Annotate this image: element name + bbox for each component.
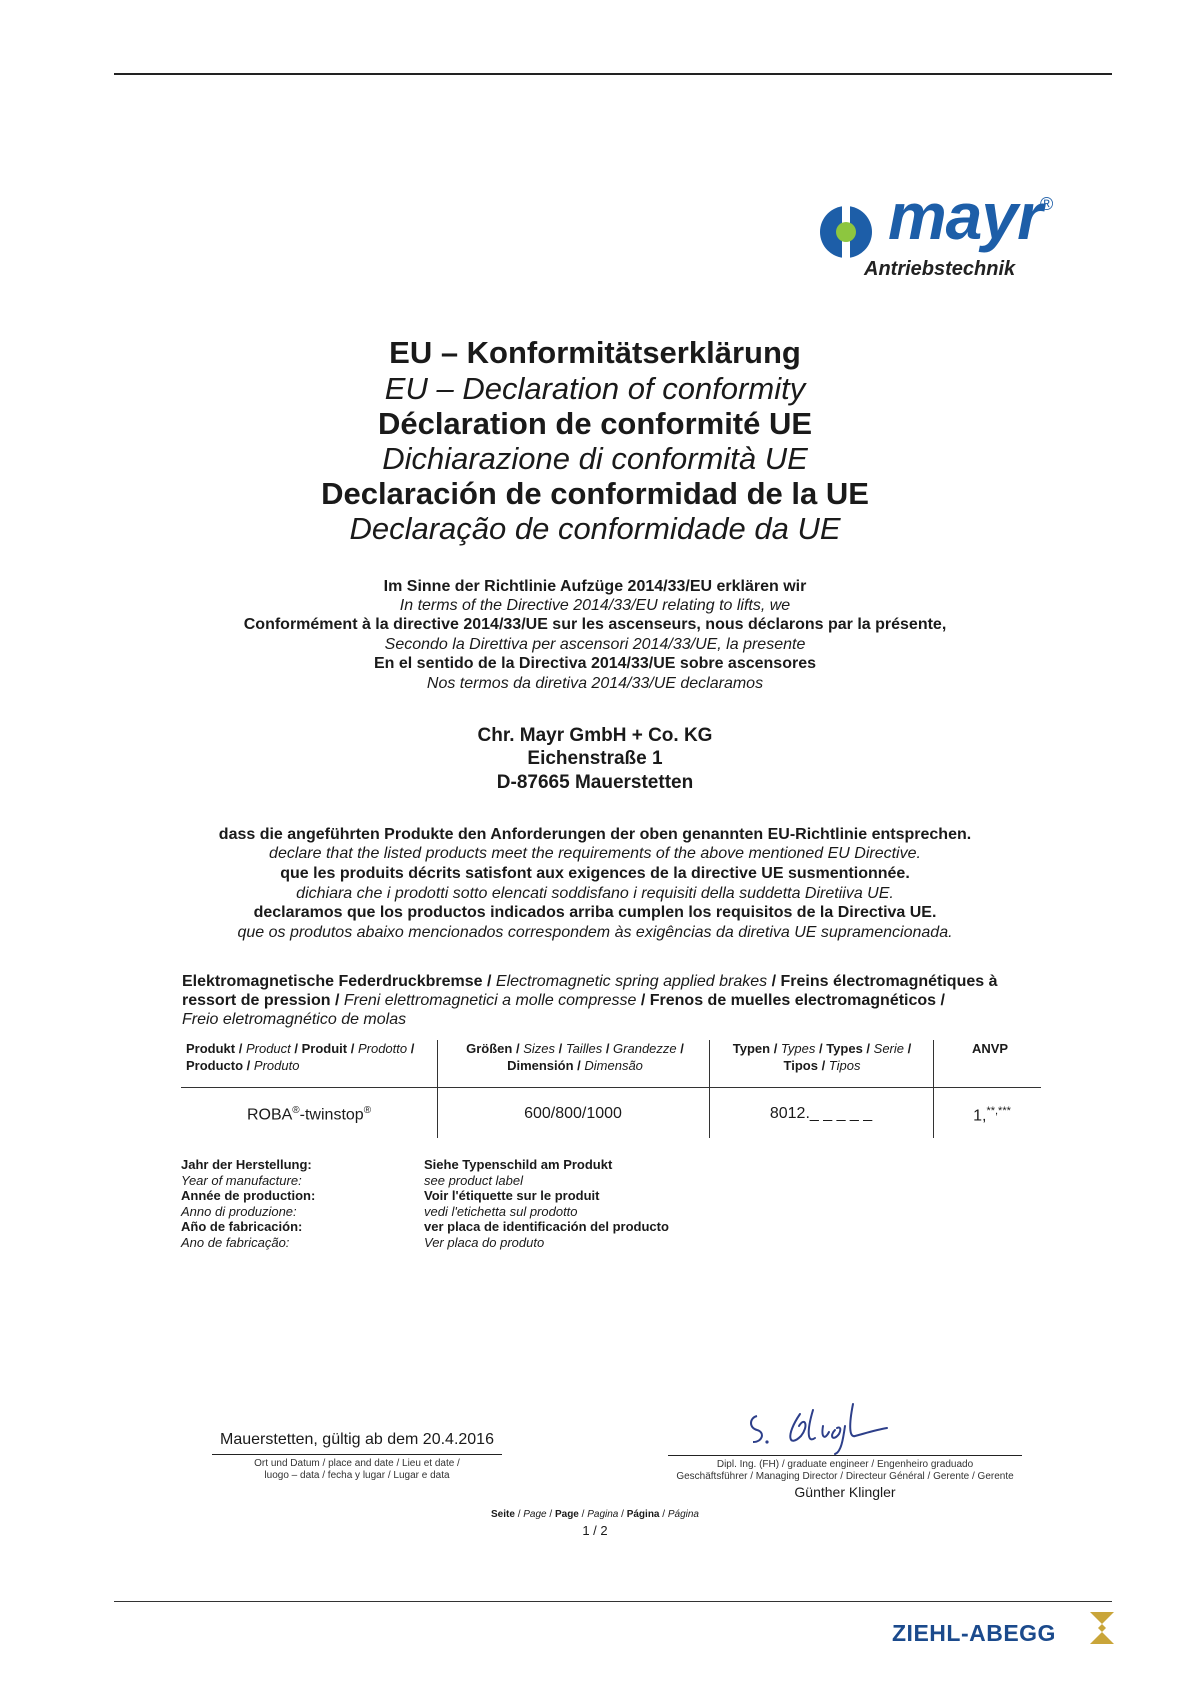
bottom-rule bbox=[114, 1601, 1112, 1602]
place-date-line bbox=[212, 1454, 502, 1455]
signer-caption: Dipl. Ing. (FH) / graduate engineer / Engenheiro graduado Geschäftsführer / Managing Director / Directeur Général / Gerente / Gerente bbox=[676, 1459, 1014, 1482]
table-divider bbox=[709, 1040, 710, 1138]
table-rule bbox=[181, 1087, 1041, 1088]
sep: / bbox=[330, 992, 344, 1009]
declaration-pt: que os produtos abaixo mencionados correspondem às exigências da diretiva UE supramencionada. bbox=[237, 924, 953, 941]
label-pt: Ano de fabricação: bbox=[181, 1234, 290, 1250]
product-desc-en: Electromagnetic spring applied brakes bbox=[495, 973, 768, 990]
mayr-wordmark: mayr bbox=[888, 179, 1042, 253]
manufacture-labels bbox=[181, 1157, 411, 1250]
top-rule bbox=[114, 73, 1112, 75]
registered-mark: ® bbox=[1040, 194, 1054, 214]
intro-pt: Nos termos da diretiva 2014/33/UE declaramos bbox=[426, 675, 764, 692]
cell-types: 8012._ _ _ _ _ bbox=[769, 1105, 873, 1122]
label-es: Año de fabricación: bbox=[181, 1219, 303, 1234]
company-name: Chr. Mayr GmbH + Co. KG bbox=[477, 725, 713, 746]
company-street: Eichenstraße 1 bbox=[527, 748, 663, 769]
table-header-product: Produkt / Product / Produit / Prodotto / Producto / Produto bbox=[186, 1041, 415, 1073]
sep: / bbox=[767, 973, 781, 990]
intro-de: Im Sinne der Richtlinie Aufzüge 2014/33/EU erklären wir bbox=[383, 578, 807, 595]
product-desc-de: Elektromagnetische Federdruckbremse bbox=[182, 973, 483, 990]
title-de: EU – Konformitätserklärung bbox=[389, 335, 801, 370]
value-pt: Ver placa do produto bbox=[424, 1234, 545, 1250]
page-label: Seite / Page / Page / Pagina / Página / Página bbox=[491, 1509, 699, 1520]
declaration-it: dichiara che i prodotti sotto elencati soddisfano i requisiti della suddetta Diretiiva UE. bbox=[296, 885, 894, 902]
mayr-logo bbox=[818, 179, 1068, 287]
table-header-types: Typen / Types / Types / Serie / Tipos / Tipos bbox=[732, 1041, 912, 1073]
label-de: Jahr der Herstellung: bbox=[181, 1157, 312, 1172]
sep: / bbox=[482, 973, 496, 990]
cell-anvp: 1,**,*** bbox=[973, 1105, 1011, 1125]
product-desc-it: Freni elettromagnetici a molle compresse bbox=[343, 992, 637, 1009]
product-description bbox=[182, 972, 1042, 1029]
value-it: vedi l'etichetta sul prodotto bbox=[424, 1203, 578, 1219]
mayr-subtitle: Antriebstechnik bbox=[864, 258, 1016, 280]
place-date-caption: Ort und Datum / place and date / Lieu et date / luogo – data / fecha y lugar / Lugar e data bbox=[254, 1458, 460, 1481]
product-desc-pt: Freio eletromagnético de molas bbox=[182, 1011, 407, 1028]
sep: / bbox=[636, 992, 650, 1009]
cell-sizes: 600/800/1000 bbox=[524, 1105, 622, 1122]
value-es: ver placa de identificación del producto bbox=[424, 1219, 669, 1234]
value-fr: Voir l'étiquette sur le produit bbox=[424, 1188, 600, 1203]
intro-en: In terms of the Directive 2014/33/EU relating to lifts, we bbox=[399, 597, 791, 614]
declaration-es: declaramos que los productos indicados arriba cumplen los requisitos de la Directiva UE. bbox=[253, 904, 937, 921]
label-it: Anno di produzione: bbox=[181, 1203, 297, 1219]
label-en: Year of manufacture: bbox=[181, 1172, 302, 1188]
declaration-fr: que les produits décrits satisfont aux exigences de la directive UE susmentionnée. bbox=[280, 865, 910, 882]
signer-name: Günther Klingler bbox=[794, 1484, 896, 1500]
title-fr: Déclaration de conformité UE bbox=[377, 406, 813, 441]
declaration-de: dass die angeführten Produkte den Anforderungen der oben genannten EU-Richtlinie entsprechen. bbox=[218, 826, 972, 843]
label-fr: Année de production: bbox=[181, 1188, 316, 1203]
title-en: EU – Declaration of conformity bbox=[384, 371, 806, 406]
product-desc-fr: Freins électromagnétiques à ressort de pression bbox=[182, 973, 998, 1009]
sep: / bbox=[936, 992, 945, 1009]
page-number: 1 / 2 bbox=[582, 1523, 608, 1538]
company-city: D-87665 Mauerstetten bbox=[496, 772, 694, 793]
value-de: Siehe Typenschild am Produkt bbox=[424, 1157, 613, 1172]
intro-fr: Conformément à la directive 2014/33/UE sur les ascenseurs, nous déclarons par la présente, bbox=[243, 616, 947, 633]
table-divider bbox=[437, 1040, 438, 1138]
value-en: see product label bbox=[424, 1172, 524, 1188]
table-header-sizes: Größen / Sizes / Tailles / Grandezze / Dimensión / Dimensão bbox=[466, 1041, 684, 1073]
title-it: Dichiarazione di conformità UE bbox=[382, 441, 808, 476]
signature-line bbox=[668, 1455, 1022, 1456]
cell-product: ROBA®-twinstop® bbox=[246, 1105, 372, 1124]
mayr-logo-mark-icon bbox=[818, 204, 874, 260]
declaration-en: declare that the listed products meet the requirements of the above mentioned EU Directive. bbox=[269, 845, 921, 862]
place-date: Mauerstetten, gültig ab dem 20.4.2016 bbox=[220, 1431, 494, 1448]
intro-it: Secondo la Direttiva per ascensori 2014/33/UE, la presente bbox=[384, 636, 806, 653]
ziehl-abegg-wordmark: ZIEHL-ABEGG bbox=[892, 1620, 1056, 1646]
ziehl-abegg-logo-icon bbox=[1086, 1608, 1118, 1648]
product-desc-es: Frenos de muelles electromagnéticos bbox=[649, 992, 937, 1009]
title-pt: Declaração de conformidade da UE bbox=[349, 511, 841, 546]
table-header-anvp: ANVP bbox=[971, 1041, 1009, 1056]
signature-icon bbox=[745, 1396, 925, 1458]
intro-es: En el sentido de la Directiva 2014/33/UE sobre ascensores bbox=[374, 655, 816, 672]
title-es: Declaración de conformidad de la UE bbox=[321, 476, 869, 511]
manufacture-values bbox=[424, 1157, 744, 1250]
